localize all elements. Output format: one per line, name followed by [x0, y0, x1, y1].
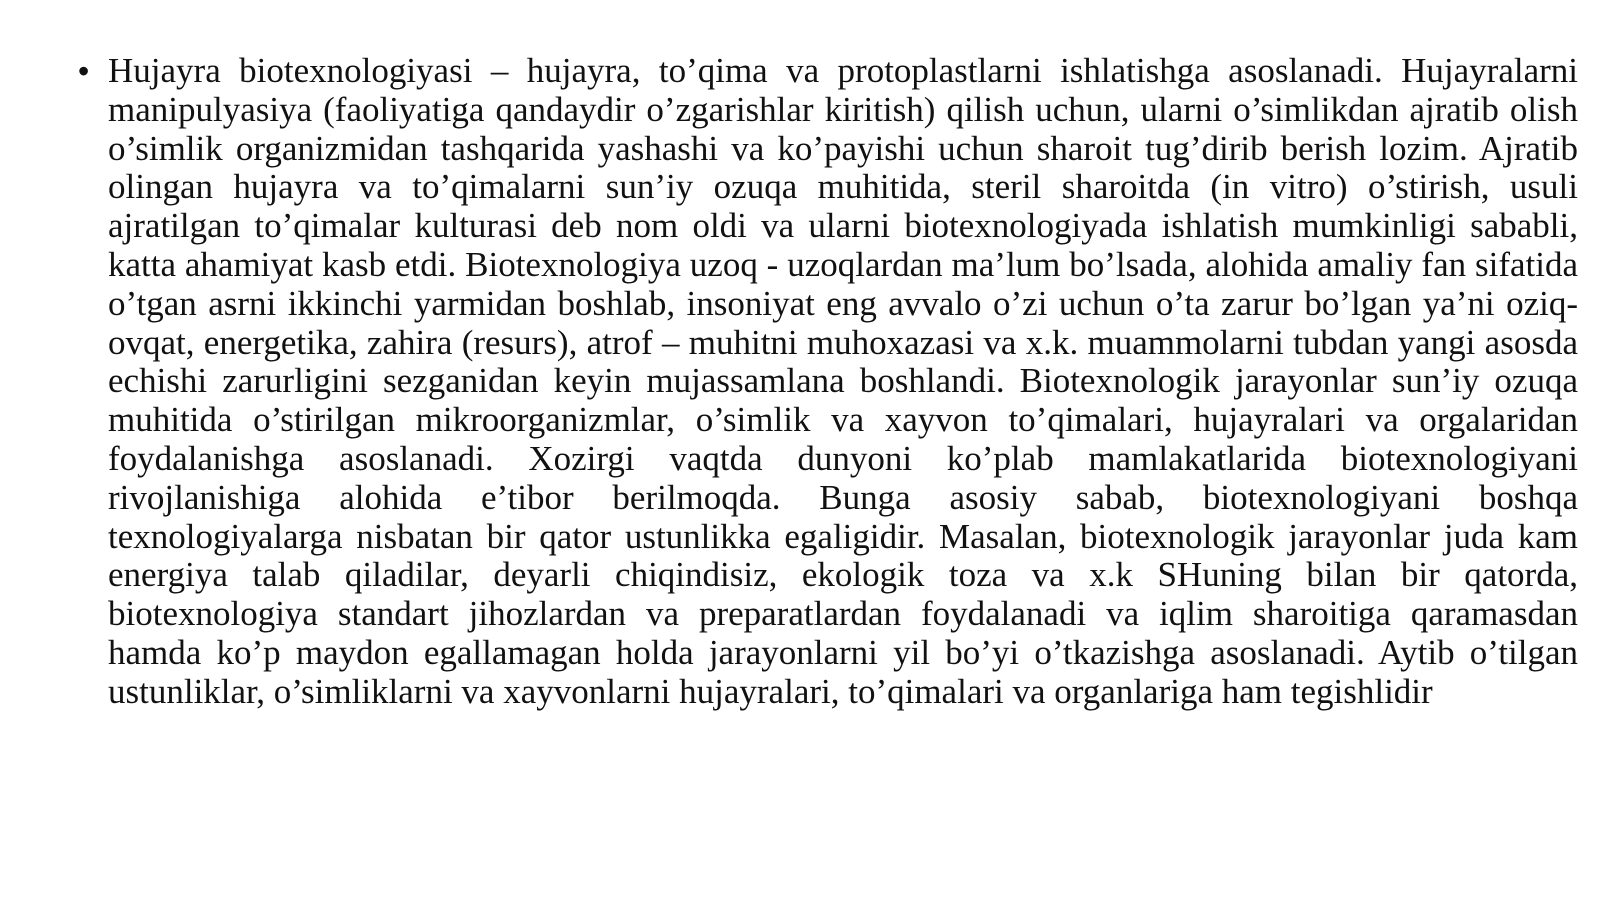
bullet-item	[78, 52, 1578, 712]
bullet-list	[78, 52, 1578, 712]
bullet-dot-icon: •	[78, 53, 90, 89]
paragraph-text: Hujayra biotexnologiyasi – hujayra, to’qima va protoplastlarni ishlatishga asoslanadi. Hujayralarni manipulyasiya (faoliyatiga qandaydir o’zgarishlar kiritish) qilish uchun, ularni o’simlikdan ajratib olish o’simlik organizmidan tashqarida yashashi va ko’payishi uchun sharoit tug’dirib berish lozim. Ajratib olingan hujayra va to’qimalarni sun’iy ozuqa muhitida, steril sharoitda (in vitro) o’stirish, usuli ajratilgan to’qimalar kulturasi deb nom oldi va ularni biotexnologiyada ishlatish mumkinligi sababli, katta ahamiyat kasb etdi. Biotexnologiya uzoq - uzoqlardan ma’lum bo’lsada, alohida amaliy fan sifatida o’tgan asrni ikkinchi yarmidan boshlab, insoniyat eng avvalo o’zi uchun o’ta zarur bo’lgan ya’ni oziq-ovqat, energetika, zahira (resurs), atrof – muhitni muhoxazasi va x.k. muammolarni tubdan yangi asosda echishi zarurligini sezganidan keyin mujassamlana boshlandi. Biotexnologik jarayonlar sun’iy ozuqa muhitida o’stirilgan mikroorganizmlar, o’simlik va xayvon to’qimalari, hujayralari va orgalaridan foydalanishga asoslanadi. Xozirgi vaqtda dunyoni ko’plab mamlakatlarida biotexnologiyani rivojlanishiga alohida e’tibor berilmoqda. Bunga asosiy sabab, biotexnologiyani boshqa texnologiyalarga nisbatan bir qator ustunlikka egaligidir. Masalan, biotexnologik jarayonlar juda kam energiya talab qiladilar, deyarli chiqindisiz, ekologik toza va x.k SHuning bilan bir qatorda, biotexnologiya standart jihozlardan va preparatlardan foydalanadi va iqlim sharoitiga qaramasdan hamda ko’p maydon egallamagan holda jarayonlarni yil bo’yi o’tkazishga asoslanadi. Aytib o’tilgan ustunliklar, o’simliklarni va xayvonlarni hujayralari, to’qimalari va organlariga ham tegishlidir	[108, 51, 1578, 711]
